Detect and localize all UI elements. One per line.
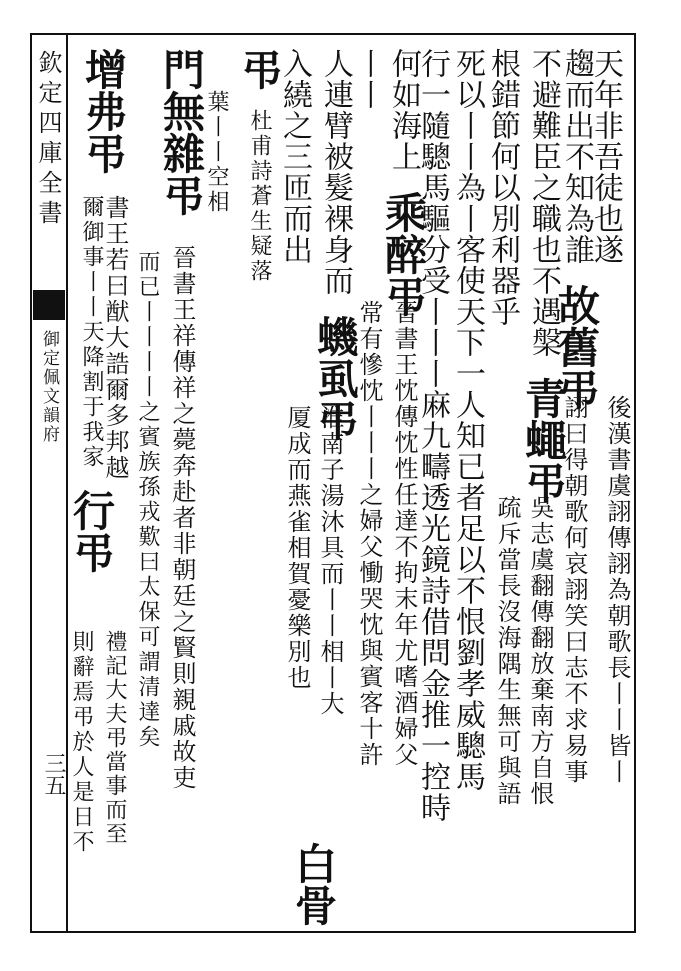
annotation-2: 詡曰得朝歌何哀詡笑曰志不求易事	[560, 395, 588, 785]
entry-heading: 行弔	[67, 489, 116, 573]
entry-heading: 弔	[235, 48, 284, 90]
entry-heading: 增弗弔	[79, 48, 128, 174]
page-number: 三五	[41, 752, 66, 796]
annotation-5: 晉書王忱傳忱性任達不拘末年尤嗜酒婦父	[390, 300, 418, 768]
column-text: 人連臂被髮裸身而	[318, 48, 353, 296]
volume-title: 御定佩文韻府	[39, 330, 59, 444]
text-column-14	[136, 250, 158, 750]
text-column-17	[70, 630, 92, 855]
column-text: 丨丨	[350, 48, 385, 110]
text-column-4	[485, 48, 520, 327]
text-column-15	[79, 48, 128, 174]
entry-heading: 乘醉弔	[379, 191, 428, 317]
text-column-3	[519, 48, 568, 503]
column-text: 死以丨丨為丨客使天下一人知已者足以不恨劉孝威驄馬	[450, 48, 485, 792]
entry-heading: 蟣虱弔	[311, 315, 360, 441]
text-column-7	[379, 48, 428, 317]
margin-rule	[66, 35, 68, 931]
fishtail-mark	[33, 290, 65, 320]
book-title: 欽定四庫全書	[34, 50, 62, 230]
annotation-10: 書王若曰猷大誥爾多邦越	[101, 195, 129, 481]
column-text: 不避難臣之職也不遇槃	[526, 48, 561, 358]
annotation-6: 常有慘忱丨丨丨之婦父慟哭忱與賓客十許	[355, 300, 383, 768]
annotation-7: 淮南子湯沐具而丨丨相丨大	[316, 405, 344, 717]
entry-heading: 門無雜弔	[157, 48, 206, 216]
annotation-8: 厦成而燕雀相賀憂樂別也	[283, 405, 311, 691]
annotation-1: 後漢書虞詡傳詡為朝歌長丨丨皆丨	[603, 395, 631, 785]
text-column-5	[450, 48, 485, 792]
column-text: 爾御事丨丨天降割于我家	[79, 195, 104, 470]
column-text: 行一隨驄馬驅分受丨丨丨麻九疇透光鏡詩借問金推一控時	[415, 48, 450, 823]
annotation-3: 吳志虞翻傳翻放棄南方自恨	[526, 495, 554, 807]
column-text: 則辭焉弔於人是日不	[69, 630, 94, 855]
annotation-9: 晉書王祥傳祥之薨奔赴者非朝廷之賢則親戚故吏	[168, 245, 196, 791]
text-column-8	[350, 48, 385, 110]
column-text: 何如海上	[386, 48, 421, 172]
entry-heading: 青蠅弔	[519, 377, 568, 503]
column-text: 而已丨丨丨丨之賓族孫戎歎曰太保可謂清達矣	[135, 250, 160, 750]
column-text: 趨而出不知為誰	[559, 48, 594, 265]
entry-heading-white-bone: 白骨	[289, 842, 338, 926]
text-column-9	[311, 48, 360, 441]
column-text: 杜甫詩蒼生疑落	[247, 109, 272, 284]
column-text: 葉丨丨空相	[204, 90, 229, 215]
text-column-13	[157, 48, 206, 216]
annotation-11: 禮記大夫弔當事而至	[102, 630, 127, 846]
text-column-11	[235, 48, 284, 284]
column-text: 根錯節何以別利器乎	[485, 48, 520, 327]
column-text: 入繞之三匝而出	[277, 48, 312, 265]
annotation-4: 疏斥當長沒海隅生無可與語	[493, 495, 521, 807]
column-text: 天年非吾徒也遂	[588, 48, 623, 265]
entry-heading: 故舊弔	[552, 284, 601, 410]
text-column-12	[205, 90, 227, 215]
